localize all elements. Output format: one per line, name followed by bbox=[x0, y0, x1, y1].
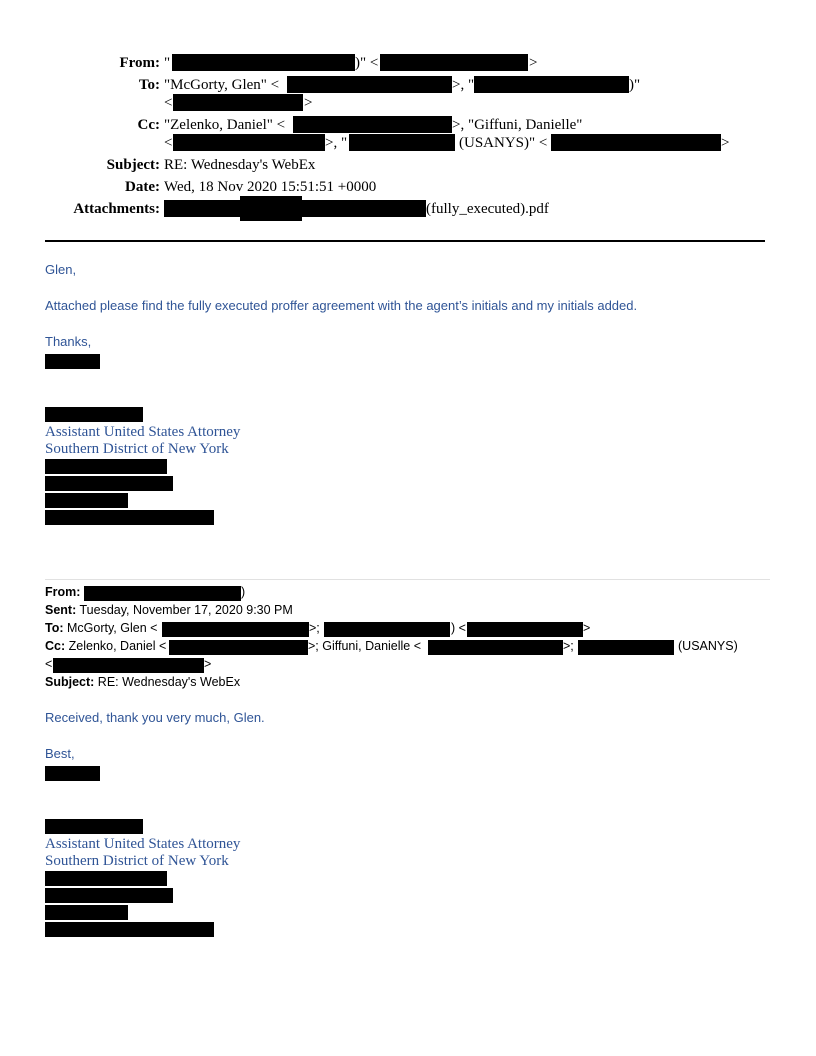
redaction bbox=[287, 76, 452, 93]
quoted-to-sep1: >; bbox=[309, 621, 320, 635]
from-label: From: bbox=[119, 55, 160, 71]
from-separator: )" < bbox=[355, 55, 379, 71]
redaction bbox=[45, 819, 143, 834]
redaction bbox=[467, 622, 583, 637]
redaction bbox=[45, 766, 100, 781]
redaction bbox=[162, 622, 309, 637]
quoted-to-sep2: ) < bbox=[451, 621, 466, 635]
redaction bbox=[172, 54, 355, 71]
quote-divider bbox=[45, 579, 770, 580]
redaction bbox=[45, 510, 214, 525]
redaction bbox=[551, 134, 721, 151]
redaction bbox=[324, 622, 450, 637]
quoted-to-end: > bbox=[583, 621, 591, 635]
redaction bbox=[578, 640, 674, 655]
redaction bbox=[45, 459, 167, 474]
from-end: > bbox=[529, 55, 538, 71]
quoted-subject-value: RE: Wednesday's WebEx bbox=[97, 675, 241, 689]
cc-usanys: (USANYS)" < bbox=[459, 135, 548, 151]
quoted-cc-line2-start: < bbox=[45, 657, 53, 671]
cc-line2-end: > bbox=[721, 135, 730, 151]
greeting: Glen, bbox=[45, 262, 77, 277]
redaction bbox=[380, 54, 528, 71]
quoted-cc-usanys: (USANYS) bbox=[678, 639, 738, 653]
to-text: "McGorty, Glen" < bbox=[164, 77, 280, 93]
redaction bbox=[84, 586, 241, 601]
redaction bbox=[45, 407, 143, 422]
quoted-cc-label: Cc: bbox=[45, 639, 66, 653]
cc-line2-separator: >, " bbox=[325, 135, 348, 151]
quoted-cc-line2-end: > bbox=[204, 657, 212, 671]
to-end: )" bbox=[629, 77, 641, 93]
attachments-label: Attachments: bbox=[73, 201, 160, 217]
quoted-sent-value: Tuesday, November 17, 2020 9:30 PM bbox=[79, 603, 293, 617]
redaction bbox=[45, 922, 214, 937]
to-label: To: bbox=[138, 77, 160, 93]
redaction bbox=[428, 640, 563, 655]
redaction bbox=[45, 354, 100, 369]
redaction bbox=[45, 493, 128, 508]
redaction bbox=[293, 116, 452, 133]
redaction bbox=[45, 476, 173, 491]
quoted-cc-text: Zelenko, Daniel < bbox=[68, 639, 167, 653]
redaction bbox=[45, 905, 128, 920]
cc-text: "Zelenko, Daniel" < bbox=[164, 117, 286, 133]
redaction bbox=[173, 94, 303, 111]
to-line2-end: > bbox=[304, 95, 313, 111]
subject-label: Subject: bbox=[106, 157, 160, 173]
quoted-from-end: ) bbox=[241, 585, 246, 599]
quoted-sent-label: Sent: bbox=[45, 603, 77, 617]
quoted-cc-sep2: >; bbox=[563, 639, 574, 653]
quoted-cc-sep1: >; Giffuni, Danielle < bbox=[308, 639, 422, 653]
cc-label: Cc: bbox=[137, 117, 160, 133]
redaction bbox=[173, 134, 325, 151]
quoted-from-label: From: bbox=[45, 585, 81, 599]
quoted-closing: Best, bbox=[45, 746, 75, 761]
attachment-filename[interactable]: (fully_executed).pdf bbox=[426, 201, 549, 217]
redaction bbox=[53, 658, 204, 673]
closing: Thanks, bbox=[45, 334, 92, 349]
to-separator: >, " bbox=[452, 77, 475, 93]
quoted-signature-office: Southern District of New York bbox=[45, 853, 229, 869]
signature-office: Southern District of New York bbox=[45, 441, 229, 457]
from-quote: " bbox=[164, 55, 171, 71]
redaction bbox=[349, 134, 455, 151]
redaction bbox=[240, 196, 302, 221]
cc-separator: >, "Giffuni, Danielle" bbox=[452, 117, 583, 133]
quoted-to-label: To: bbox=[45, 621, 64, 635]
date-label: Date: bbox=[125, 179, 160, 195]
quoted-message-body: Received, thank you very much, Glen. bbox=[45, 710, 265, 725]
header-divider bbox=[45, 240, 765, 242]
redaction bbox=[45, 888, 173, 903]
subject-value: RE: Wednesday's WebEx bbox=[164, 157, 316, 173]
cc-line2-start: < bbox=[164, 135, 173, 151]
quoted-to-text: McGorty, Glen < bbox=[67, 621, 158, 635]
date-value: Wed, 18 Nov 2020 15:51:51 +0000 bbox=[164, 179, 377, 195]
to-line2-start: < bbox=[164, 95, 173, 111]
signature-title: Assistant United States Attorney bbox=[45, 424, 241, 440]
redaction bbox=[45, 871, 167, 886]
redaction bbox=[474, 76, 629, 93]
quoted-signature-title: Assistant United States Attorney bbox=[45, 836, 241, 852]
quoted-subject-label: Subject: bbox=[45, 675, 95, 689]
redaction bbox=[169, 640, 308, 655]
message-body: Attached please find the fully executed proffer agreement with the agent’s initials and my initials added. bbox=[45, 298, 638, 313]
